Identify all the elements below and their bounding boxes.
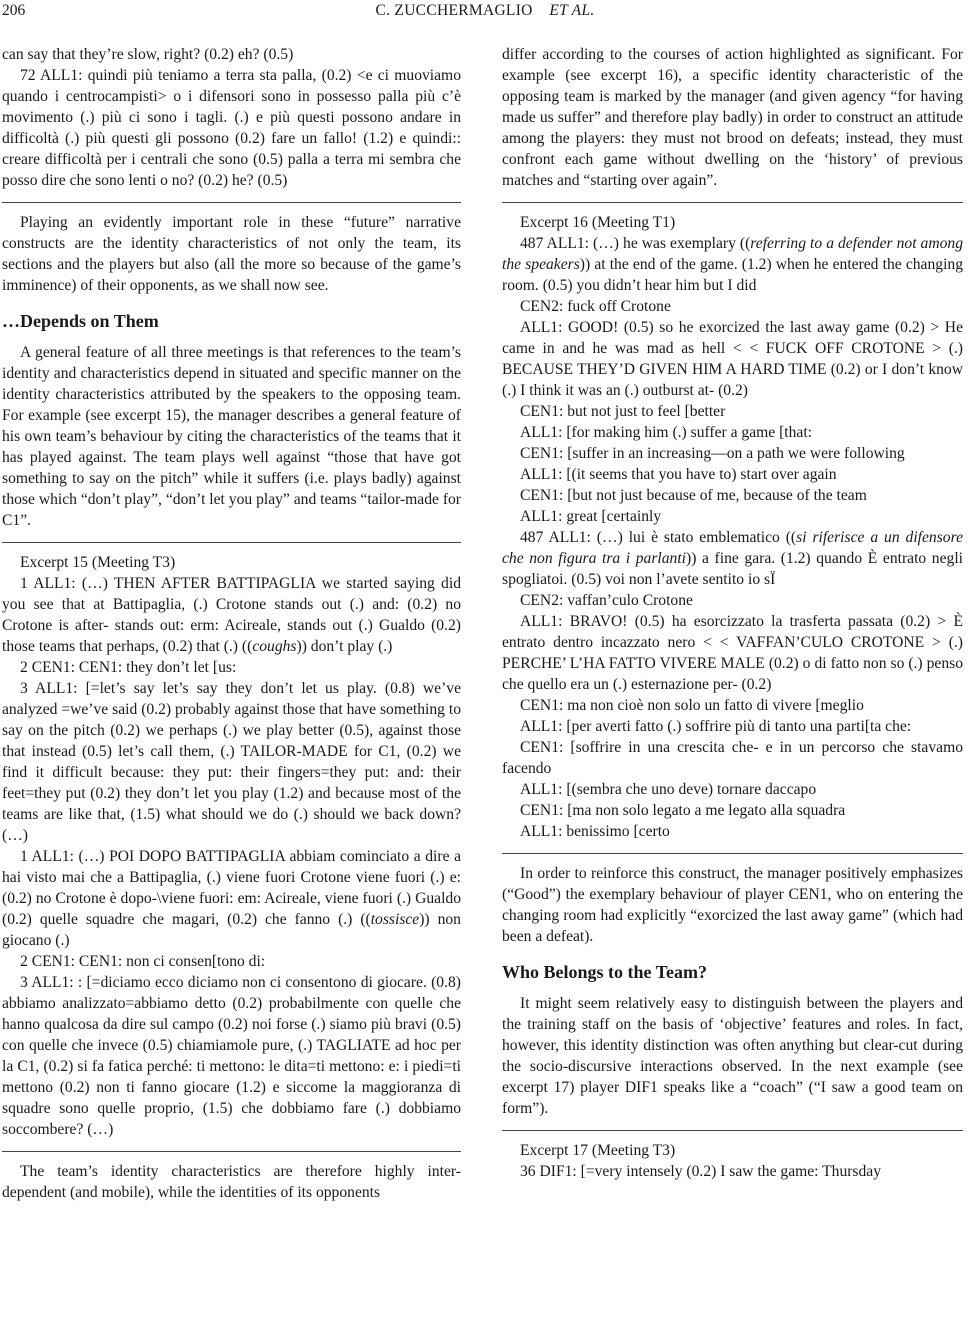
left-paragraph-continuation: can say that they’re slow, right? (0.2) eh? (0.5) bbox=[2, 46, 294, 63]
excerpt-16-title: Excerpt 16 (Meeting T1) bbox=[520, 214, 676, 231]
excerpt-16-line-487: 487 ALL1: (…) he was exemplary ((referring to a defender not among the speakers)) at the end of the game. (1.2) when he entered the changing room. (0.5) you didn’t hear him but I did bbox=[502, 235, 963, 294]
excerpt-14-italian-line-72: 72 ALL1: quindi più teniamo a terra sta palla, (0.2) <e ci muoviamo quando i centrocampisti> o i difensori sono in possesso palla più c’è movimento (.) più ci sono i tagli. (.) e più questi possono andare in difficoltà (.) più questi gli possono (0.2) fare un fallo! (1.2) e quindi:: creare difficoltà per i centrali che sono (0.5) palla a terra mi sembra che posso dire che sono lenti o no? (0.2) he? (0.5) bbox=[2, 67, 461, 189]
stage-direction: coughs bbox=[252, 638, 297, 655]
excerpt-16-line: CEN2: fuck off Crotone bbox=[520, 298, 671, 315]
excerpt-16-italian-line: CEN1: [soffrire in una crescita che- e in un percorso che stavamo facendo bbox=[502, 739, 963, 777]
page-header bbox=[0, 2, 970, 24]
excerpt-16-line: ALL1: [(it seems that you have to) start over again bbox=[520, 466, 837, 483]
body-paragraph: In order to reinforce this construct, the manager positively emphasizes (“Good”) the exemplary behaviour of player CEN1, who on entering the changing room had explicitly “exorcized the last away game” (which had been a defeat). bbox=[502, 865, 963, 945]
excerpt-15-italian-line-1: 1 ALL1: (…) POI DOPO BATTIPAGLIA abbiam cominciato a dire a hai visto mai che a Battipaglia, (.) viene fuori Crotone viene fuori (.) e: (0.2) no Crotone è dopo-\viene fuori: em: Acireale, viene fuori (.) Gualdo (0.2) quelle squadre che magari, (0.2) che fanno (.) ((tossisce)) non giocano (.) bbox=[2, 848, 461, 949]
section-heading-who-belongs: Who Belongs to the Team? bbox=[502, 962, 708, 982]
left-column bbox=[2, 44, 461, 1203]
excerpt-16-italian-line: CEN1: ma non cioè non solo un fatto di vivere [meglio bbox=[520, 697, 864, 714]
excerpt-15-line-2: 2 CEN1: CEN1: they don’t let [us: bbox=[20, 659, 237, 676]
excerpt-16-italian-line-487: 487 ALL1: (…) lui è stato emblematico ((si riferisce a un difensore che non figura tra i parlanti)) a fine gara. (1.2) quando È entrato negli spogliatoi. (0.5) voi non l’avete sentito io sÏ bbox=[502, 529, 964, 588]
excerpt-16-line: CEN1: but not just to feel [better bbox=[520, 403, 726, 420]
excerpt-16-italian-line: CEN1: [ma non solo legato a me legato alla squadra bbox=[520, 802, 846, 819]
excerpt-16-line: ALL1: GOOD! (0.5) so he exorcized the last away game (0.2) > He came in and he was mad as hell < < FUCK OFF CROTONE > (.) BECAUSE THEY’D GIVEN HIM A HARD TIME (0.2) or I don’t know (.) I think it was an (.) outburst at- (0.2) bbox=[502, 319, 963, 399]
excerpt-17-line-36: 36 DIF1: [=very intensely (0.2) I saw the game: Thursday bbox=[520, 1163, 882, 1180]
excerpt-17-title: Excerpt 17 (Meeting T3) bbox=[520, 1142, 676, 1159]
body-paragraph: The team’s identity characteristics are therefore highly inter-dependent (and mobile), while the identities of its opponents bbox=[2, 1163, 461, 1201]
body-paragraph: A general feature of all three meetings is that references to the team’s identity and characteristics depend in situated and specific manner on the identity characteristics attributed by the speakers to the opposing team. For example (see excerpt 15), the manager describes a general feature of his own team’s behaviour by citing the characteristics of the teams that it has played against. The team plays well against “those that have got something to say on the pitch” while it suffers (i.e. plays badly) against those which “don’t play”, “don’t let you play” and teams “tailor-made for C1”. bbox=[2, 344, 461, 529]
excerpt-end-rule bbox=[2, 202, 461, 203]
stage-direction: referring to a defender not among the speakers bbox=[502, 235, 963, 273]
stage-direction: si riferisce a un difensore che non figura tra i parlanti bbox=[502, 529, 964, 567]
excerpt-15-italian-line-2: 2 CEN1: CEN1: non ci consen[tono di: bbox=[20, 953, 266, 970]
excerpt-15-title: Excerpt 15 (Meeting T3) bbox=[20, 554, 176, 571]
excerpt-16-line: ALL1: [for making him (.) suffer a game [that: bbox=[520, 424, 813, 441]
body-paragraph: It might seem relatively easy to distinguish between the players and the training staff on the basis of ‘objective’ features and roles. In fact, however, this identity distinction was often anything but clear-cut during the socio-discursive interactions observed. In the next example (see excerpt 17) player DIF1 speaks like a “coach” (“I saw a good team on form”). bbox=[502, 995, 963, 1117]
excerpt-16-line: CEN1: [suffer in an increasing—on a path we were following bbox=[520, 445, 905, 462]
running-head-authors: C. ZUCCHERMAGLIO bbox=[375, 2, 533, 19]
excerpt-16-italian-line: CEN2: vaffan’culo Crotone bbox=[520, 592, 693, 609]
section-heading-depends-on-them: …Depends on Them bbox=[2, 311, 159, 331]
excerpt-15-line-3: 3 ALL1: [=let’s say let’s say they don’t let us play. (0.8) we’ve analyzed =we’ve said (0.2) probably against those that have something to say on the pitch (0.2) we perhaps (.) we play better (0.5), against those that instead (0.5) let’s call them, (.) TAILOR-MADE for C1, (0.2) we find it difficult because: they put: their fingers=they put: and: their feet=they put (0.2) they don’t let you play (1.2) and because most of the teams are like that, (1.5) what should we do (.) should we back down? (…) bbox=[2, 680, 461, 844]
excerpt-16-italian-line: ALL1: BRAVO! (0.5) ha esorcizzato la trasferta passata (0.2) > È entrato dentro incazzato nero < < VAFFAN’CULO CROTONE > (.) PERCHE’ L’HA FATTO VIVERE MALE (0.2) o di fatto non so (.) penso che quello era un (.) esternazione per- (0.2) bbox=[502, 613, 963, 693]
excerpt-start-rule bbox=[502, 1130, 963, 1131]
excerpt-15-italian-line-3: 3 ALL1: : [=diciamo ecco diciamo non ci consentono di giocare. (0.8) abbiamo analizzato=abbiamo detto (0.2) probabilmente con quelle che hanno qualcosa da dire sul campo (0.2) noi forse (.) siamo più bravi (0.5) con quelle che invece (0.5) chiamiamole pure, (.) TAGLIATE ad hoc per la C1, (0.2) si fa fatica perché: ti mettono: le dita=ti mettono: e: i piedi=ti mettono (0.2) non ti fanno giocare (1.2) e siccome la maggioranza di squadre sono quelle proprio, (1.5) che dobbiamo fare (.) dobbiamo soccombere? (…) bbox=[2, 974, 461, 1138]
running-head bbox=[0, 2, 970, 20]
excerpt-start-rule bbox=[502, 202, 963, 203]
body-paragraph-continuation: differ according to the courses of action highlighted as significant. For example (see excerpt 16), a specific identity characteristic of the opposing team is marked by the manager (and given agency “for having made us suffer” and therefore play badly) in order to construct an attitude among the players: they must not brood on defeats; instead, they must confront each game without dwelling on the ‘history’ of previous matches and “starting over again”. bbox=[502, 46, 963, 189]
right-column bbox=[502, 44, 963, 1182]
page-number: 206 bbox=[2, 2, 26, 19]
excerpt-end-rule bbox=[2, 1151, 461, 1152]
excerpt-16-line: ALL1: great [certainly bbox=[520, 508, 662, 525]
excerpt-16-line: CEN1: [but not just because of me, because of the team bbox=[520, 487, 867, 504]
excerpt-16-italian-line: ALL1: [per averti fatto (.) soffrire più di tanto una parti[ta che: bbox=[520, 718, 912, 735]
excerpt-end-rule bbox=[502, 853, 963, 854]
excerpt-16-italian-line: ALL1: [(sembra che uno deve) tornare daccapo bbox=[520, 781, 817, 798]
excerpt-15-line-1: 1 ALL1: (…) THEN AFTER BATTIPAGLIA we started saying did you see that at Battipaglia, (.) Crotone stands out (.) and: (0.2) no Crotone is after- stands out: erm: Acireale, stands out (.) Gualdo (0.2) those teams that perhaps, (0.2) that (.) ((coughs)) don’t play (.) bbox=[2, 575, 461, 655]
excerpt-16-italian-line: ALL1: benissimo [certo bbox=[520, 823, 670, 840]
stage-direction: tossisce bbox=[370, 911, 420, 928]
body-paragraph: Playing an evidently important role in these “future” narrative constructs are the identity characteristics of not only the team, its sections and the players but also (all the more so because of the game’s imminence) of their opponents, as we shall now see. bbox=[2, 214, 461, 294]
running-head-etal: ET AL. bbox=[549, 2, 595, 19]
excerpt-start-rule bbox=[2, 542, 461, 543]
